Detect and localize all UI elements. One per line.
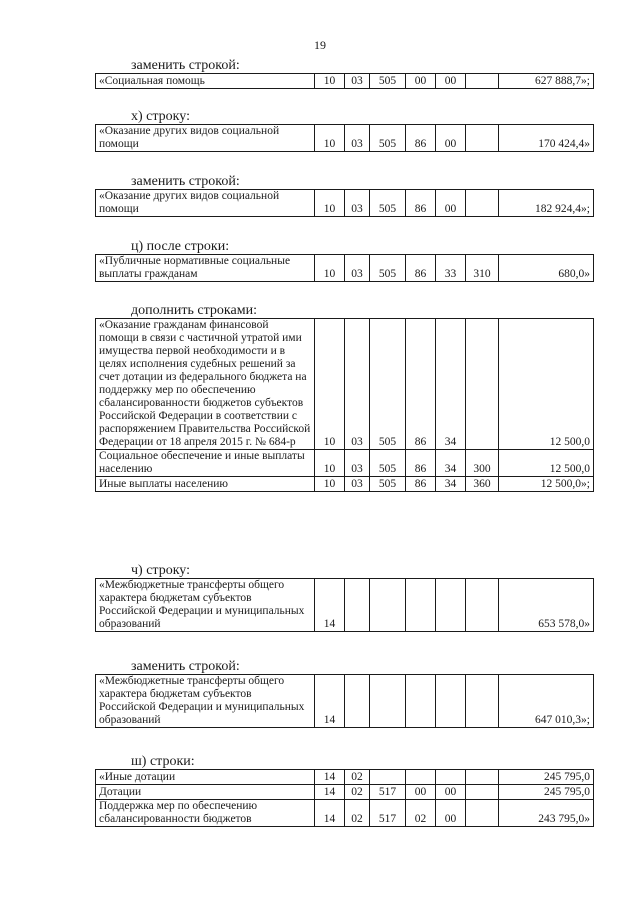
cell-subsection: 03 <box>345 190 370 217</box>
cell-article: 00 <box>436 74 466 89</box>
row-name: «Публичные нормативные социальные выплаты гражданам <box>96 255 315 282</box>
cell-section: 10 <box>315 125 345 152</box>
table-row <box>96 770 594 785</box>
cell-program: 505 <box>370 190 406 217</box>
cell-article: 34 <box>436 319 466 450</box>
cell-section: 14 <box>315 770 345 785</box>
row-name: «Межбюджетные трансферты общего характера бюджетам субъектов Российской Федерации и муниципальных образований <box>96 579 315 632</box>
cell-expense-type: 310 <box>466 255 499 282</box>
table-row <box>96 579 594 632</box>
cell-amount: 245 795,0 <box>499 770 594 785</box>
section-ts-after-row <box>95 239 593 282</box>
section-ch-row <box>95 563 593 632</box>
table-row <box>96 800 594 827</box>
cell-subprogram: 86 <box>406 477 436 492</box>
cell-subprogram: 02 <box>406 800 436 827</box>
cell-subsection: 03 <box>345 74 370 89</box>
cell-subsection <box>345 675 370 728</box>
budget-table <box>95 189 594 217</box>
section-heading: ч) строку: <box>131 563 191 578</box>
cell-amount: 182 924,4»; <box>499 190 594 217</box>
cell-expense-type <box>466 800 499 827</box>
cell-expense-type <box>466 579 499 632</box>
table-row <box>96 785 594 800</box>
row-name: Дотации <box>96 785 315 800</box>
cell-expense-type <box>466 190 499 217</box>
cell-article: 33 <box>436 255 466 282</box>
cell-amount: 243 795,0» <box>499 800 594 827</box>
cell-program: 505 <box>370 450 406 477</box>
cell-article <box>436 675 466 728</box>
budget-table <box>95 73 594 89</box>
cell-subprogram <box>406 579 436 632</box>
section-heading: ц) после строки: <box>131 239 230 254</box>
cell-amount: 653 578,0» <box>499 579 594 632</box>
cell-expense-type <box>466 785 499 800</box>
cell-article: 00 <box>436 800 466 827</box>
cell-subsection: 03 <box>345 450 370 477</box>
cell-article: 00 <box>436 125 466 152</box>
table-row <box>96 74 594 89</box>
cell-amount: 245 795,0 <box>499 785 594 800</box>
cell-section: 14 <box>315 785 345 800</box>
budget-table <box>95 318 594 492</box>
cell-subsection: 03 <box>345 477 370 492</box>
row-name: «Оказание гражданам финансовой помощи в связи с частичной утратой ими имущества первой необходимости и в целях исполнения судебных решений за счет дотации из федерального бюджета на поддержку мер по обеспечению сбалансированности бюджетов субъектов Российской Федерации в соответствии с распоряжением Правительства Российской Федерации от 18 апреля 2015 г. № 684-р <box>96 319 315 450</box>
section-replace-other-help <box>95 174 593 217</box>
cell-section: 14 <box>315 675 345 728</box>
row-name: «Межбюджетные трансферты общего характера бюджетам субъектов Российской Федерации и муниципальных образований <box>96 675 315 728</box>
section-heading: заменить строкой: <box>131 58 240 73</box>
cell-section: 10 <box>315 255 345 282</box>
table-row <box>96 319 594 450</box>
cell-article: 00 <box>436 190 466 217</box>
cell-amount: 12 500,0»; <box>499 477 594 492</box>
section-heading: заменить строкой: <box>131 174 240 189</box>
cell-amount: 627 888,7»; <box>499 74 594 89</box>
cell-article <box>436 579 466 632</box>
cell-article <box>436 770 466 785</box>
section-heading: ш) строки: <box>131 754 195 769</box>
row-name: «Оказание других видов социальной помощи <box>96 190 315 217</box>
section-sh-rows <box>95 754 593 827</box>
cell-subsection: 02 <box>345 770 370 785</box>
cell-subprogram: 00 <box>406 74 436 89</box>
table-row <box>96 477 594 492</box>
cell-program: 505 <box>370 125 406 152</box>
cell-program: 517 <box>370 785 406 800</box>
cell-subprogram: 86 <box>406 255 436 282</box>
budget-table <box>95 674 594 728</box>
cell-subsection <box>345 579 370 632</box>
cell-amount: 647 010,3»; <box>499 675 594 728</box>
cell-subprogram <box>406 770 436 785</box>
cell-amount: 680,0» <box>499 255 594 282</box>
row-name: Социальное обеспечение и иные выплаты населению <box>96 450 315 477</box>
cell-expense-type <box>466 74 499 89</box>
table-row <box>96 255 594 282</box>
budget-table <box>95 578 594 632</box>
row-name: «Иные дотации <box>96 770 315 785</box>
cell-article: 00 <box>436 785 466 800</box>
cell-program: 505 <box>370 255 406 282</box>
cell-section: 10 <box>315 477 345 492</box>
cell-subsection: 02 <box>345 785 370 800</box>
table-row <box>96 450 594 477</box>
section-add-rows <box>95 303 593 492</box>
section-replace-transfers <box>95 659 593 728</box>
section-replace-social-help <box>95 58 593 89</box>
cell-subprogram: 86 <box>406 190 436 217</box>
cell-program <box>370 579 406 632</box>
section-heading: дополнить строками: <box>131 303 257 318</box>
row-name: «Оказание других видов социальной помощи <box>96 125 315 152</box>
cell-expense-type <box>466 125 499 152</box>
cell-subprogram: 86 <box>406 319 436 450</box>
cell-subprogram: 00 <box>406 785 436 800</box>
budget-table <box>95 254 594 282</box>
cell-program: 505 <box>370 477 406 492</box>
section-heading: заменить строкой: <box>131 659 240 674</box>
cell-amount: 12 500,0 <box>499 450 594 477</box>
cell-subprogram: 86 <box>406 450 436 477</box>
cell-expense-type <box>466 319 499 450</box>
section-kh-row <box>95 109 593 152</box>
cell-article: 34 <box>436 477 466 492</box>
cell-article: 34 <box>436 450 466 477</box>
row-name: Иные выплаты населению <box>96 477 315 492</box>
table-row <box>96 190 594 217</box>
cell-amount: 12 500,0 <box>499 319 594 450</box>
cell-subprogram <box>406 675 436 728</box>
page-number: 19 <box>314 38 326 52</box>
budget-table <box>95 124 594 152</box>
cell-program: 517 <box>370 800 406 827</box>
cell-subsection: 03 <box>345 319 370 450</box>
cell-section: 10 <box>315 450 345 477</box>
cell-expense-type: 300 <box>466 450 499 477</box>
cell-subsection: 03 <box>345 255 370 282</box>
cell-expense-type: 360 <box>466 477 499 492</box>
cell-expense-type <box>466 675 499 728</box>
cell-section: 10 <box>315 74 345 89</box>
cell-program <box>370 770 406 785</box>
cell-section: 10 <box>315 319 345 450</box>
section-heading: х) строку: <box>131 109 190 124</box>
row-name: «Социальная помощь <box>96 74 315 89</box>
cell-program <box>370 675 406 728</box>
cell-expense-type <box>466 770 499 785</box>
cell-program: 505 <box>370 74 406 89</box>
budget-table <box>95 769 594 827</box>
cell-subsection: 03 <box>345 125 370 152</box>
cell-section: 14 <box>315 800 345 827</box>
cell-subprogram: 86 <box>406 125 436 152</box>
cell-subsection: 02 <box>345 800 370 827</box>
cell-section: 14 <box>315 579 345 632</box>
table-row <box>96 675 594 728</box>
cell-program: 505 <box>370 319 406 450</box>
table-row <box>96 125 594 152</box>
row-name: Поддержка мер по обеспечению сбалансированности бюджетов <box>96 800 315 827</box>
cell-section: 10 <box>315 190 345 217</box>
cell-amount: 170 424,4» <box>499 125 594 152</box>
